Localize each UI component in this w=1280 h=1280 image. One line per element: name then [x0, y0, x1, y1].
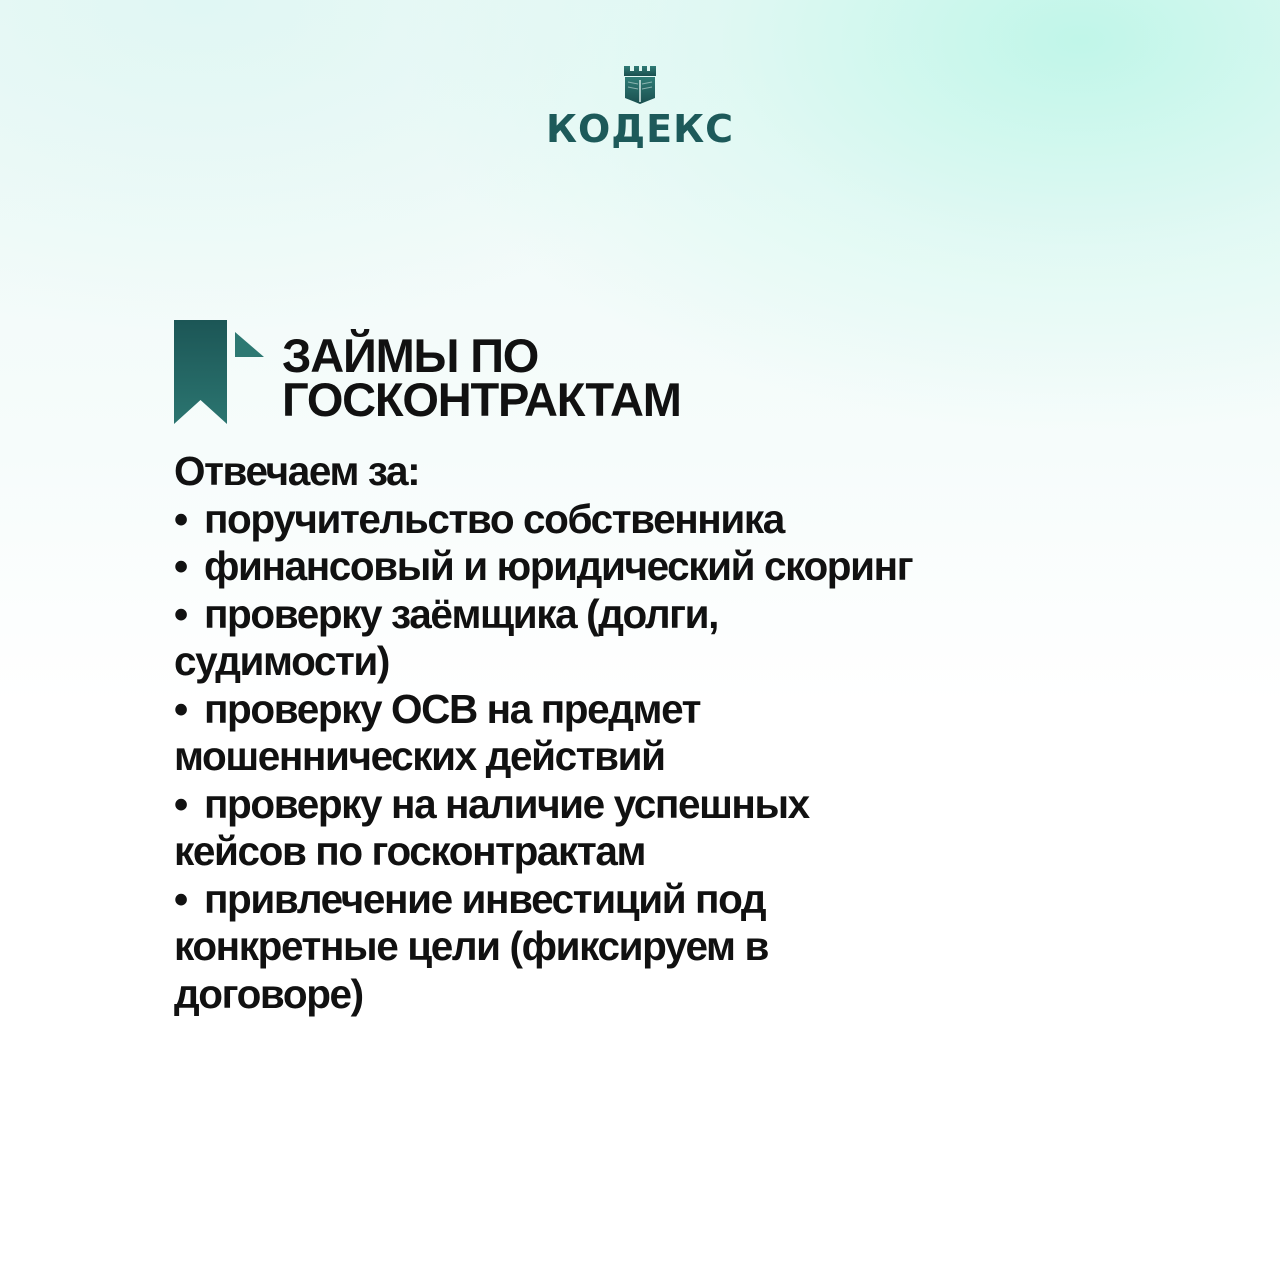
headline — [174, 320, 681, 424]
bullet-mark: • — [174, 590, 187, 637]
intro-text: Отвечаем за: — [174, 448, 420, 494]
responsibility-list — [174, 496, 1074, 1019]
list-item — [174, 781, 1074, 876]
page-title — [282, 329, 681, 426]
tower-book-logo-icon — [617, 62, 663, 108]
title-line-2: ГОСКОНТРАКТАМ — [282, 373, 681, 426]
bullet-mark: • — [174, 495, 187, 542]
list-item-text: привлечение инвестиций под — [204, 875, 766, 922]
bullet-mark: • — [174, 543, 187, 589]
list-item-text: поручительство собственника — [204, 495, 784, 542]
list-item — [174, 591, 1074, 686]
bullet-mark: • — [174, 780, 187, 827]
bookmark-icon — [174, 320, 266, 424]
list-item — [174, 686, 1074, 781]
title-line-1: ЗАЙМЫ ПО — [282, 329, 539, 382]
list-item-text-cont: договоре) — [174, 970, 363, 1017]
bullet-mark: • — [174, 685, 187, 732]
list-item-text-cont: конкретные цели (фиксируем в — [174, 923, 768, 969]
list-item-text-cont: судимости) — [174, 638, 390, 684]
list-item-text: проверку ОСВ на предмет — [204, 685, 701, 732]
list-item-text-cont: мошеннических действий — [174, 733, 665, 779]
list-item-text: проверку заёмщика (долги, — [204, 590, 719, 637]
brand-logo — [0, 62, 1280, 151]
brand-name: КОДЕКС — [545, 107, 735, 151]
list-item — [174, 543, 1074, 591]
list-item — [174, 876, 1074, 1019]
list-item-text-cont: кейсов по госконтрактам — [174, 828, 646, 874]
list-item-text: финансовый и юридический скоринг — [204, 543, 913, 589]
content-block — [174, 448, 1074, 1018]
list-item-text: проверку на наличие успешных — [204, 780, 809, 827]
list-item — [174, 496, 1074, 544]
bullet-mark: • — [174, 875, 187, 922]
